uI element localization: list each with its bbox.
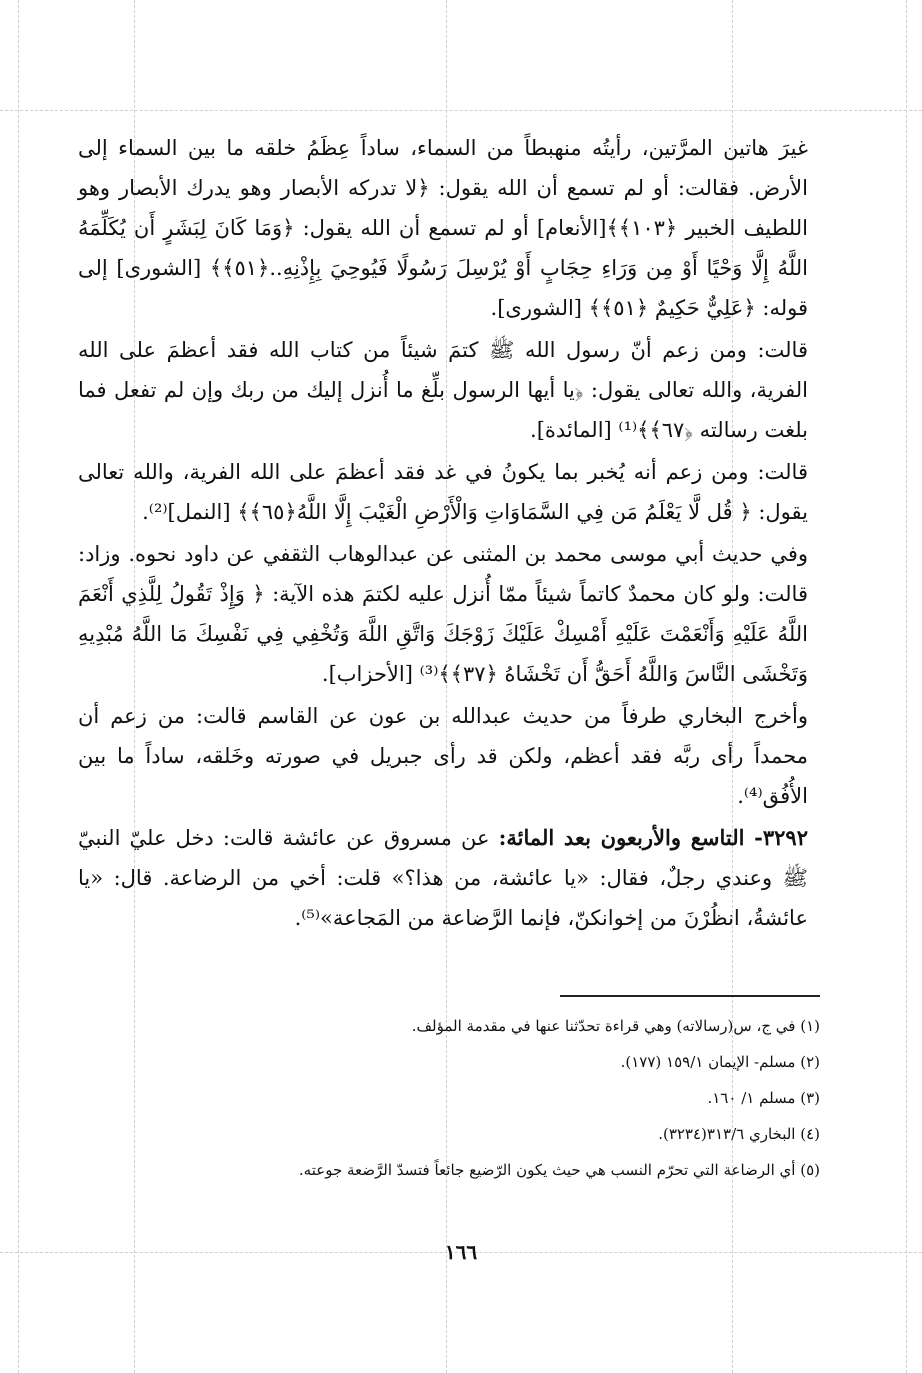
paragraph-text: قالت: ومن زعم أنّ رسول الله ﷺ كتمَ شيئاً من كتاب الله فقد أعظمَ على الله الفرية، والله تعالى يقول: ﴿يا أيها الرسول بلِّغ ما أُنزل إليك من ربك وإن لم تفعل فما بلغت رسالته ﴿٦٧﴾﴾⁽¹⁾ [المائدة]. <box>78 338 808 442</box>
footnote-3: (٣) مسلم ١/ ١٦٠. <box>707 1089 820 1107</box>
footnote-5: (٥) أي الرضاعة التي تحرّم النسب هي حيث يكون الرّضيع جائعاً فتسدّ الرَّضعة جوعته. <box>298 1161 820 1179</box>
footnote-2: (٢) مسلم- الإيمان ١٥٩/١ (١٧٧). <box>620 1053 820 1071</box>
paragraph-text: وأخرج البخاري طرفاً من حديث عبدالله بن عون عن القاسم قالت: من زعم أن محمداً رأى ربَّه فقد أعظم، ولكن قد رأى جبريل في صورته وخَلقه، ساداً ما بين الأُفُق⁽⁴⁾. <box>78 704 808 808</box>
paragraph-text: قالت: ومن زعم أنه يُخبر بما يكونُ في غد فقد أعظمَ على الله الفرية، والله تعالى يقول: ﴿ قُل لَّا يَعْلَمُ مَن فِي السَّمَاوَاتِ وَالْأَرْضِ الْغَيْبَ إِلَّا اللَّهُ﴿٦٥﴾﴾ [النمل]⁽²⁾. <box>78 460 808 524</box>
paragraph-text: عن مسروق عن عائشة قالت: دخل عليّ النبيّ ﷺ وعندي رجلٌ، فقال: «يا عائشة، من هذا؟» قلت: أخي من الرضاعة. قال: «يا عائشةُ، انظُرْنَ من إخوانكنّ، فإنما الرَّضاعة من المَجاعة»⁽⁵⁾. <box>78 826 808 930</box>
hadith-heading: ٣٢٩٢- التاسع والأربعون بعد المائة: <box>498 825 808 850</box>
paragraph-2 <box>78 330 808 450</box>
scan-guide-line <box>0 110 922 111</box>
paragraph-text: غيرَ هاتين المرَّتين، رأيتُه منهبطاً من السماء، ساداً عِظَمُ خلقه ما بين السماء إلى الأرض. فقالت: أو لم تسمع أن الله يقول: ﴿لا تدركه الأبصار وهو يدرك الأبصار وهو اللطيف الخبير ﴿١٠٣﴾﴾[الأنعام] أو لم تسمع أن الله يقول: ﴿وَمَا كَانَ لِبَشَرٍ أَن يُكَلِّمَهُ اللَّهُ إِلَّا وَحْيًا أَوْ مِن وَرَاءِ حِجَابٍ أَوْ يُرْسِلَ رَسُولًا فَيُوحِيَ بِإِذْنِهِ..﴿٥١﴾﴾ [الشورى] إلى قوله: ﴿عَلِيٌّ حَكِيمٌ ﴿٥١﴾﴾ [الشورى]. <box>78 136 808 320</box>
scan-guide-line <box>18 0 19 1373</box>
paragraph-3 <box>78 452 808 532</box>
footnote-4: (٤) البخاري ٣١٣/٦(٣٢٣٤). <box>658 1125 820 1143</box>
paragraph-5 <box>78 696 808 816</box>
footnotes <box>80 1008 820 1188</box>
paragraph-4 <box>78 534 808 694</box>
scan-guide-line <box>906 0 907 1373</box>
hadith-3292 <box>78 818 808 938</box>
page-number: ١٦٦ <box>444 1240 478 1264</box>
footnote-1: (١) في ج، س(رسالاته) وهي قراءة تحدّثنا عنها في مقدمة المؤلف. <box>411 1017 820 1035</box>
page-body <box>78 128 808 938</box>
footnote-separator <box>560 995 820 997</box>
paragraph-text: وفي حديث أبي موسى محمد بن المثنى عن عبدالوهاب الثقفي عن داود نحوه. وزاد: قالت: ولو كان محمدٌ كاتماً شيئاً ممّا أُنزل عليه لكتمَ هذه الآية: ﴿ وَإِذْ تَقُولُ لِلَّذِي أَنْعَمَ اللَّهُ عَلَيْهِ وَأَنْعَمْتَ عَلَيْهِ أَمْسِكْ عَلَيْكَ زَوْجَكَ وَاتَّقِ اللَّهَ وَتُخْفِي فِي نَفْسِكَ مَا اللَّهُ مُبْدِيهِ وَتَخْشَى النَّاسَ وَاللَّهُ أَحَقُّ أَن تَخْشَاهُ ﴿٣٧﴾﴾⁽³⁾ [الأحزاب]. <box>78 542 808 686</box>
paragraph-1 <box>78 128 808 328</box>
